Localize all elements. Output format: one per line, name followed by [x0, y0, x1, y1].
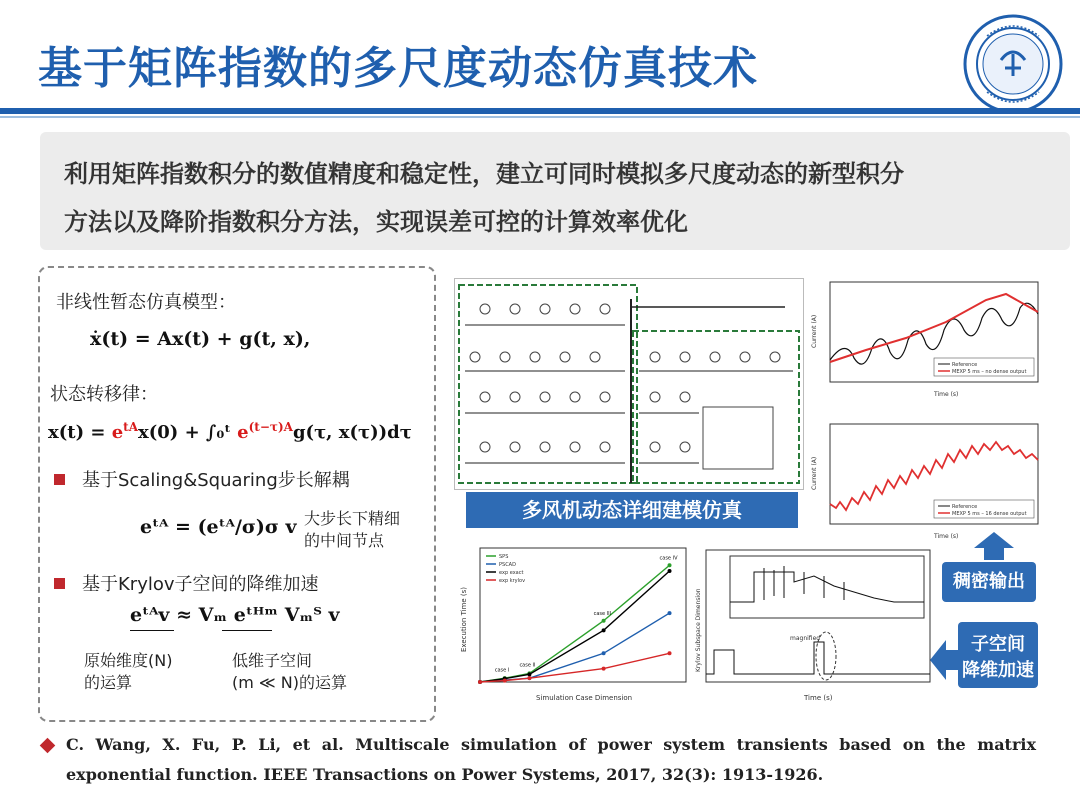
data-point [602, 651, 606, 655]
plot2-legend-2: MEXP 5 ms – 16 dense output [952, 511, 1027, 517]
bullet-square-icon [54, 474, 65, 485]
subspace-callout-line-2: 降维加速 [962, 660, 1034, 681]
data-point [503, 679, 507, 683]
case-annotation: case II [519, 662, 536, 669]
plot2-ylabel: Current (A) [811, 456, 818, 490]
dense-output-callout: 稠密输出 [942, 562, 1036, 602]
left-arrow-icon [930, 640, 958, 680]
series-line-2 [480, 571, 670, 682]
plot1-ylabel: Current (A) [811, 314, 818, 348]
model-formula: ẋ(t) = Ax(t) + g(t, x), [90, 328, 311, 350]
krylov-dimension-chart [694, 542, 934, 704]
underline [130, 630, 174, 631]
legend-label: exp krylov [499, 578, 526, 584]
summary-line-1: 利用矩阵指数积分的数值精度和稳定性，建立可同时模拟多尺度动态的新型积分 [64, 160, 904, 188]
bullet-krylov: 基于Krylov子空间的降维加速 [82, 574, 319, 595]
underline [222, 630, 272, 631]
summary-panel [40, 132, 1070, 250]
diamond-bullet-icon [40, 738, 56, 754]
page-title: 基于矩阵指数的多尺度动态仿真技术 [38, 43, 758, 94]
krylov-formula: eᵗᴬv ≈ Vₘ eᵗᴴᵐ Vₘᵀ v [130, 604, 340, 626]
diagram-caption-banner: 多风机动态详细建模仿真 [466, 492, 798, 528]
formula-part: g(τ, x(τ))dτ [292, 422, 412, 443]
data-point [668, 651, 672, 655]
formula-part: x(t) = [48, 422, 112, 443]
formula-part: x(0) + ∫₀ᵗ [138, 422, 238, 443]
summary-line-2: 方法以及降阶指数积分方法，实现误差可控的计算效率优化 [64, 208, 688, 236]
plot1-legend-2: MEXP 5 ms – no dense output [952, 369, 1027, 375]
title-underline [0, 108, 1080, 114]
legend-label: PSCAD [499, 562, 516, 568]
formula-exp: e [111, 422, 124, 443]
data-point [527, 672, 531, 676]
transfer-label: 状态转移律： [50, 384, 158, 405]
data-point [668, 569, 672, 573]
exec-ylabel: Execution Time (s) [460, 586, 468, 652]
subspace-callout [958, 622, 1038, 688]
wind-farm-diagram [454, 278, 804, 490]
scaling-note-2: 的中间节点 [304, 531, 385, 550]
up-arrow-icon [974, 532, 1014, 560]
case-annotation: case III [593, 611, 612, 617]
bullet-scaling: 基于Scaling&Squaring步长解耦 [82, 470, 350, 491]
execution-time-chart [456, 542, 692, 704]
case-annotation: case IV [659, 555, 678, 562]
scaling-note-1: 大步长下精细 [304, 509, 401, 528]
krylov-xlabel: Time (s) [804, 694, 833, 702]
plot2-legend-1: Reference [952, 504, 978, 510]
data-point [602, 619, 606, 623]
data-point [668, 563, 672, 567]
data-point [602, 667, 606, 671]
plot2-xlabel: Time (s) [934, 533, 959, 540]
legend-label: SPS [499, 554, 509, 560]
exec-xlabel: Simulation Case Dimension [536, 694, 633, 702]
legend-label: exp exact [499, 570, 524, 576]
university-seal-icon [963, 14, 1063, 114]
formula-exp-power: tA [123, 420, 139, 434]
plot1-legend-1: Reference [952, 362, 978, 368]
plot1-xlabel: Time (s) [934, 391, 959, 398]
data-point [602, 628, 606, 632]
title-underline-secondary [0, 116, 1080, 118]
krylov-annotation: magnified [790, 635, 821, 642]
case-annotation: case I [494, 667, 510, 674]
bullet-square-icon [54, 578, 65, 589]
krylov-ylabel: Krylov Subspace Dimension [695, 588, 702, 672]
formula-exp: e [237, 422, 249, 443]
current-plot-no-dense [806, 278, 1042, 400]
data-point [668, 611, 672, 615]
formula-exp-power: (t−τ)A [248, 420, 293, 434]
low-note-2: (m ≪ N)的运算 [232, 673, 347, 692]
transfer-formula [48, 420, 412, 443]
model-label: 非线性暂态仿真模型： [56, 292, 236, 313]
data-point [478, 680, 482, 684]
current-plot-dense [806, 420, 1042, 542]
data-point [527, 676, 531, 680]
orig-note-1: 原始维度(N) [84, 651, 173, 670]
scaling-formula: eᵗᴬ = (eᵗᴬ/σ)σ v [140, 516, 297, 538]
reference-citation: C. Wang, X. Fu, P. Li, et al. Multiscale simulation of power system transients based on the matrix exponential function. IEEE Transactions on Power Systems, 2017, 32(3): 1913-1926. [66, 735, 1036, 784]
orig-note-2: 的运算 [84, 673, 133, 692]
subspace-callout-line-1: 子空间 [971, 634, 1025, 655]
low-note-1: 低维子空间 [232, 651, 313, 670]
